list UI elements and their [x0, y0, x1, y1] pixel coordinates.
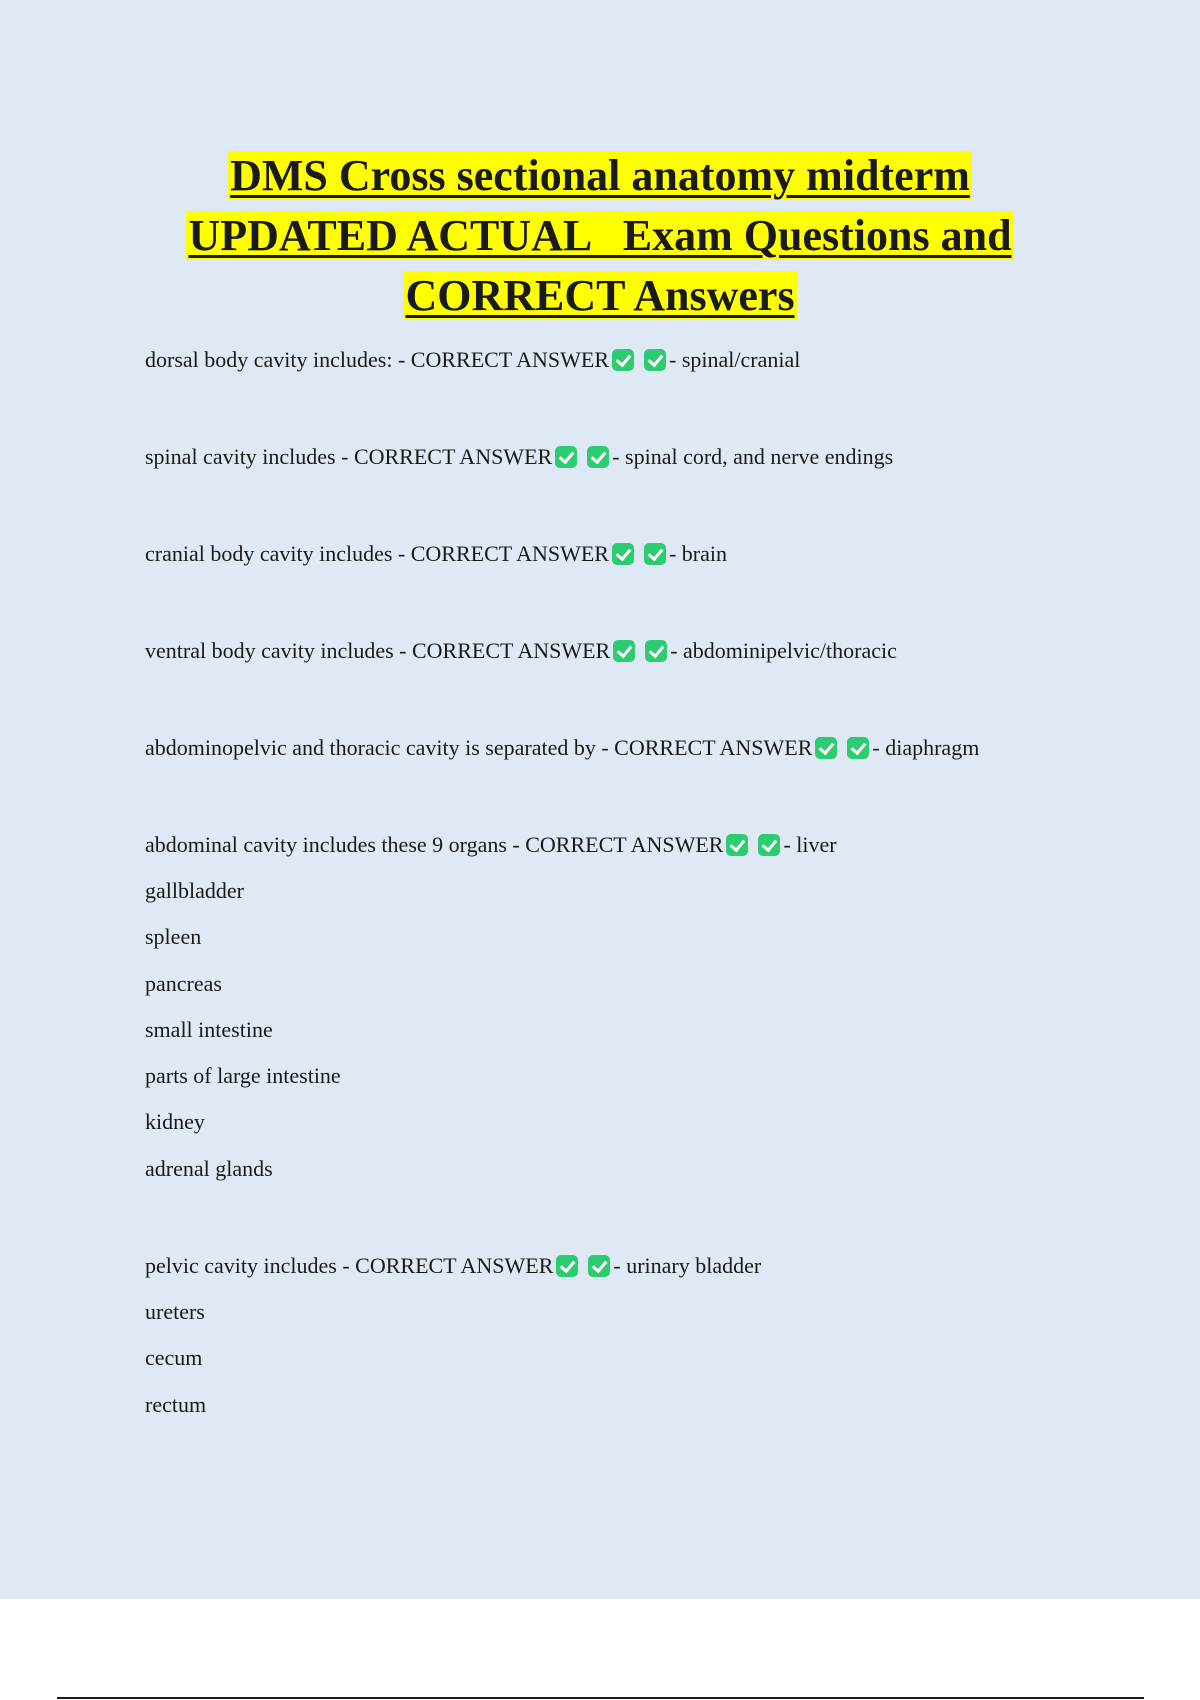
- answer-continuation-line: rectum: [145, 1391, 207, 1417]
- green-checkmark-icon: [555, 446, 577, 468]
- green-checkmark-icon: [645, 640, 667, 662]
- title-line-text: DMS Cross sectional anatomy midterm: [230, 151, 970, 200]
- answer-continuation-line: ureters: [145, 1299, 205, 1325]
- title-line: [0, 206, 1200, 266]
- green-checkmark-icon: [556, 1255, 578, 1277]
- qa-item: [145, 340, 1145, 386]
- answer-continuation-line: small intestine: [145, 1016, 273, 1042]
- question-text: abdominopelvic and thoracic cavity is separated by: [145, 735, 596, 760]
- answer-marker: - CORRECT ANSWER: [397, 347, 610, 372]
- answer-marker: - CORRECT ANSWER: [341, 444, 553, 469]
- question-text: spinal cavity includes: [145, 444, 336, 469]
- green-checkmark-icon: [726, 834, 748, 856]
- green-checkmark-icon: [758, 834, 780, 856]
- answer-continuation-line: spleen: [145, 924, 202, 950]
- item-spacer: [145, 483, 1145, 534]
- qa-item: [145, 534, 1145, 580]
- answer-marker: - CORRECT ANSWER: [397, 541, 609, 566]
- green-checkmark-icon: [644, 349, 666, 371]
- title-line: [0, 266, 1200, 326]
- answer-marker: - CORRECT ANSWER: [342, 1253, 554, 1279]
- answer-text: - abdominipelvic/thoracic: [670, 638, 897, 663]
- item-spacer: [145, 677, 1145, 728]
- item-spacer: [145, 774, 1145, 825]
- answer-text: - spinal/cranial: [669, 347, 801, 372]
- answer-continuation-line: gallbladder: [145, 878, 244, 903]
- question-text: pelvic cavity includes: [145, 1253, 337, 1279]
- item-spacer: [145, 386, 1145, 437]
- answer-text: - liver: [783, 832, 837, 857]
- green-checkmark-icon: [612, 543, 634, 565]
- green-checkmark-icon: [644, 543, 666, 565]
- item-spacer: [145, 580, 1145, 631]
- qa-item: [145, 631, 1145, 677]
- answer-marker: - CORRECT ANSWER: [399, 638, 611, 663]
- question-text: dorsal body cavity includes:: [145, 347, 393, 372]
- qa-list: [145, 340, 1145, 1431]
- footer-divider: [57, 1697, 1144, 1699]
- page-title: [0, 146, 1200, 326]
- question-text: abdominal cavity includes these 9 organs: [145, 832, 507, 857]
- answer-continuation-line: parts of large intestine: [145, 1063, 341, 1089]
- green-checkmark-icon: [588, 1255, 610, 1277]
- question-text: ventral body cavity includes: [145, 638, 394, 663]
- answer-continuation-line: pancreas: [145, 970, 222, 996]
- green-checkmark-icon: [612, 349, 634, 371]
- answer-continuation-line: kidney: [145, 1109, 205, 1135]
- answer-text: - brain: [668, 541, 728, 566]
- answer-text: - diaphragm: [872, 735, 980, 760]
- answer-marker: - CORRECT ANSWER: [601, 735, 813, 760]
- green-checkmark-icon: [815, 737, 837, 759]
- green-checkmark-icon: [613, 640, 635, 662]
- title-line-text: CORRECT Answers: [405, 271, 795, 320]
- qa-item: [145, 437, 1145, 483]
- answer-text: - urinary bladder: [613, 1253, 762, 1279]
- title-line-text: UPDATED ACTUAL Exam Questions and: [188, 211, 1012, 260]
- answer-marker: - CORRECT ANSWER: [512, 832, 724, 857]
- answer-continuation-line: adrenal glands: [145, 1155, 273, 1181]
- answer-continuation-line: cecum: [145, 1345, 203, 1371]
- item-spacer: [145, 1195, 1145, 1246]
- question-text: cranial body cavity includes: [145, 541, 393, 566]
- qa-item: [145, 728, 1145, 774]
- answer-text: - spinal cord, and nerve endings: [612, 444, 894, 469]
- green-checkmark-icon: [587, 446, 609, 468]
- green-checkmark-icon: [847, 737, 869, 759]
- qa-item: [145, 825, 1145, 871]
- title-line: [0, 146, 1200, 206]
- qa-item: [145, 1246, 1145, 1292]
